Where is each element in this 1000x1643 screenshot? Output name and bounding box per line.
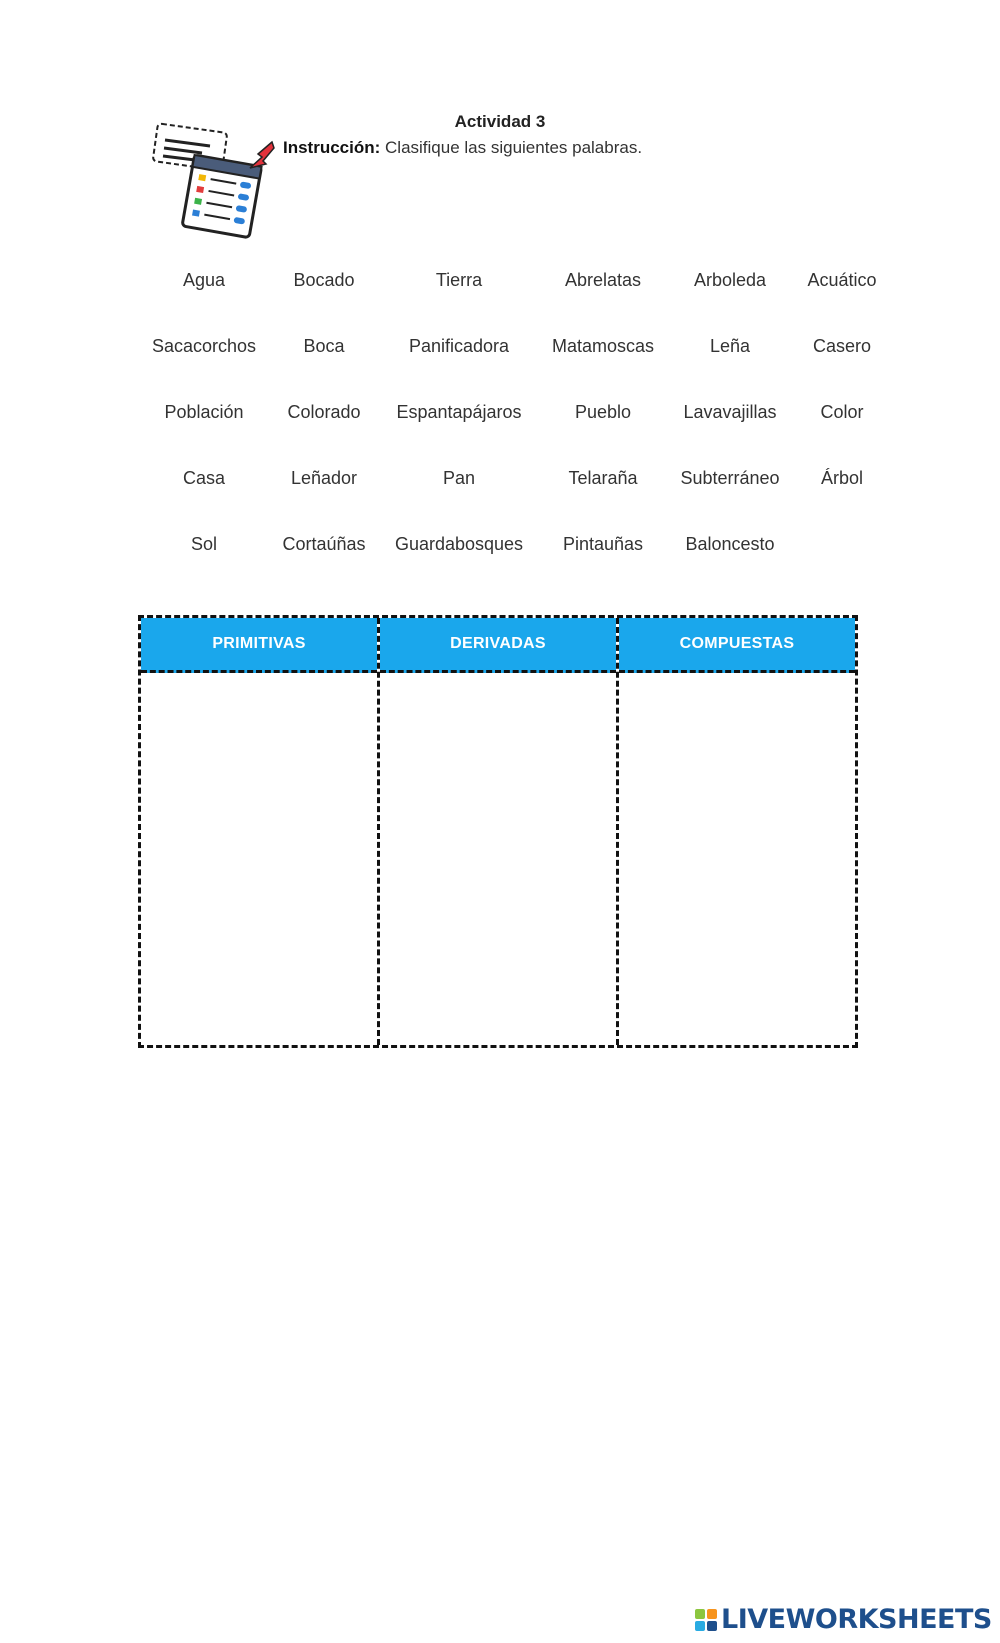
brand-name: LIVEWORKSHEETS: [721, 1604, 992, 1635]
liveworksheets-logo-icon: [695, 1609, 717, 1631]
word: Leñador: [290, 468, 358, 488]
classification-table: [138, 615, 858, 1048]
instruction-text: Clasifique las siguientes palabras.: [380, 138, 643, 157]
word: Colorado: [287, 402, 361, 422]
word: Agua: [182, 270, 226, 290]
word: Guardabosques: [394, 534, 524, 554]
word: Población: [164, 402, 244, 422]
word: Matamoscas: [551, 336, 655, 356]
word: Color: [820, 402, 864, 422]
drop-zone-compuestas[interactable]: [619, 673, 855, 1045]
column-header: COMPUESTAS: [619, 618, 855, 673]
instruction-label: Instrucción:: [283, 138, 381, 157]
word: Sol: [190, 534, 218, 554]
word: Leña: [709, 336, 751, 356]
instruction: [283, 138, 642, 158]
word: Casero: [812, 336, 872, 356]
drop-zone-derivadas[interactable]: [380, 673, 616, 1045]
word: Arboleda: [693, 270, 767, 290]
word: Boca: [303, 336, 345, 356]
activity-title: Actividad 3: [454, 112, 546, 131]
word: Casa: [182, 468, 226, 488]
word: Abrelatas: [564, 270, 642, 290]
word: Espantapájaros: [396, 402, 522, 422]
word: Telaraña: [568, 468, 638, 488]
column-header: PRIMITIVAS: [141, 618, 377, 673]
word: Pan: [442, 468, 476, 488]
column-compuestas: [616, 618, 855, 1045]
word: Tierra: [435, 270, 483, 290]
word: Bocado: [293, 270, 355, 290]
word: Baloncesto: [685, 534, 775, 554]
word: Subterráneo: [680, 468, 780, 488]
column-primitivas: [141, 618, 377, 1045]
word: Panificadora: [408, 336, 510, 356]
word: Acuático: [807, 270, 877, 290]
word: Sacacorchos: [151, 336, 257, 356]
word: Árbol: [820, 468, 864, 488]
worksheet-clipboard-icon: [150, 120, 275, 240]
drop-zone-primitivas[interactable]: [141, 673, 377, 1045]
word: Lavavajillas: [683, 402, 777, 422]
word: Pintauñas: [562, 534, 644, 554]
liveworksheets-brand[interactable]: [695, 1604, 992, 1635]
word: Cortaúñas: [282, 534, 366, 554]
word: Pueblo: [574, 402, 632, 422]
column-derivadas: [377, 618, 616, 1045]
column-header: DERIVADAS: [380, 618, 616, 673]
